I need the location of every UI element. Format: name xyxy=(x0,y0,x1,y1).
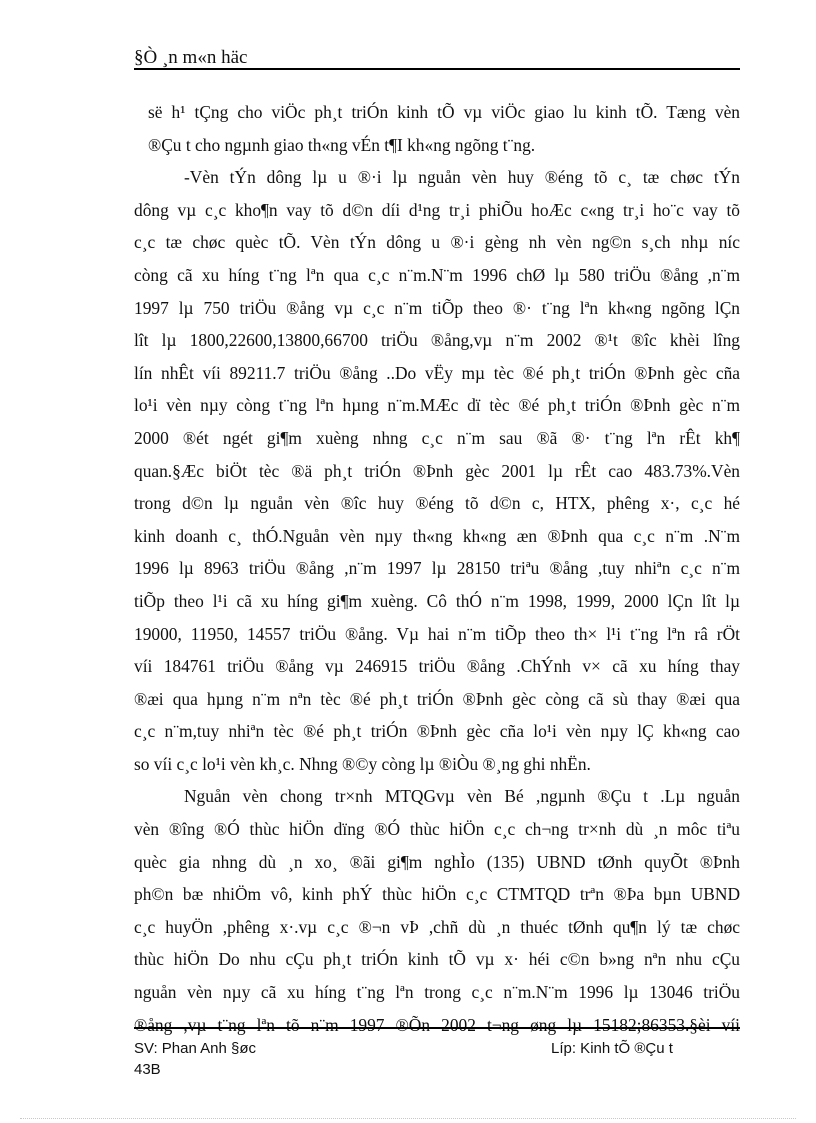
text-line: lín nhÊt víi 89211.7 triÖu ®ång ..Do vËy mµ tèc ®é ph¸t triÓn ®Þnh gèc cña xyxy=(134,362,740,383)
text-line: còng cã xu híng t¨ng lªn qua c¸c n¨m.N¨m 1996 chØ lµ 580 triÖu ®ång ,n¨m xyxy=(134,264,740,285)
footer-student xyxy=(134,1038,256,1080)
text-line: ®Çu t cho ngµnh giao th«ng vÉn t¶I kh«ng ngõng t¨ng. xyxy=(148,134,536,155)
text-line: tiÕp theo l¹i cã xu híng gi¶m xuèng. Cô thÓ n¨m 1998, 1999, 2000 lÇn lît lµ xyxy=(134,590,740,611)
text-line: quèc gia nhng dù ¸n xo¸ ®ãi gi¶m nghÌo (135) UBND tØnh quyÕt ®Þnh xyxy=(134,851,740,872)
text-line: quan.§Æc biÖt tèc ®ä ph¸t triÓn ®Þnh gèc 2001 lµ rÊt cao 483.73%.Vèn xyxy=(134,460,740,481)
text-line: so víi c¸c lo¹i vèn kh¸c. Nhng ®©y còng lµ ®iÒu ®¸ng ghi nhËn. xyxy=(134,753,591,774)
footer-divider xyxy=(134,1027,740,1029)
text-line: 1997 lµ 750 triÖu ®ång vµ c¸c n¨m tiÕp theo ®· t¨ng lªn kh«ng ngõng lÇn xyxy=(134,297,740,318)
paragraph-start-line: -Vèn tÝn dông lµ u ®·i lµ nguån vèn huy ®éng tõ c¸ tæ chøc tÝn xyxy=(184,167,740,188)
body-text xyxy=(134,96,740,1041)
text-line: ®ång ,vµ t¨ng lªn tõ n¨m 1997 ®Õn 2002 t¬ng øng lµ 15182;86353.§èi víi xyxy=(134,1014,740,1035)
text-line: c¸c n¨m,tuy nhiªn tèc ®é ph¸t triÓn ®Þnh gèc cña lo¹i vèn nµy lÇ kh«ng cao xyxy=(134,721,740,742)
paragraph-start-line: Nguån vèn chong tr×nh MTQGvµ vèn Bé ,ngµnh ®Çu t .Lµ nguån xyxy=(184,786,740,807)
page-edge-divider xyxy=(20,1118,796,1119)
text-line: nguån vèn nµy cã xu híng t¨ng lªn trong c¸c n¨m.N¨m 1996 lµ 13046 triÖu xyxy=(134,982,740,1003)
text-line: c¸c huyÖn ,phêng x·.vµ c¸c ®¬n vÞ ,chñ dù ¸n thuéc tØnh qu¶n lý tæ chøc xyxy=(134,916,740,937)
text-line: 19000, 11950, 14557 triÖu ®ång. Vµ hai n¨m tiÕp theo th× l¹i t¨ng lªn râ rÖt xyxy=(134,623,740,644)
document-header-title: §Ò ¸n m«n häc xyxy=(134,47,248,68)
text-line: kinh doanh c¸ thÓ.Nguån vèn nµy th«ng kh«ng æn ®Þnh qua c¸c n¨m .N¨m xyxy=(134,525,740,546)
text-line: së h¹ tÇng cho viÖc ph¸t triÓn kinh tÕ vµ viÖc giao lu kinh tÕ. Tæng vèn xyxy=(148,102,740,122)
text-line: c¸c tæ chøc quèc tÕ. Vèn tÝn dông u ®·i gèng nh vèn ng©n s¸ch nhµ níc xyxy=(134,232,740,253)
text-line: vèn ®îng ®Ó thùc hiÖn dïng ®Ó thùc hiÖn c¸c ch¬ng tr×nh dù ¸n môc tiªu xyxy=(134,819,740,840)
text-line: trong d©n lµ nguån vèn ®îc huy ®éng tõ d©n c, HTX, phêng x·, c¸c hé xyxy=(134,493,740,514)
text-line: 1996 lµ 8963 triÖu ®ång ,n¨m 1997 lµ 28150 triªu ®ång ,tuy nhiªn c¸c n¨m xyxy=(134,558,740,579)
text-line: thùc hiÖn Do nhu cÇu ph¸t triÓn kinh tÕ vµ x· héi c©n b»ng nªn nhu cÇu xyxy=(134,949,740,970)
text-line: ph©n bæ nhiÖm vô, kinh phÝ thùc hiÖn c¸c CTMTQD trªn ®Þa bµn UBND xyxy=(134,884,740,905)
footer-class-label: Líp: Kinh tÕ ®Çu t xyxy=(551,1040,673,1057)
text-line: lît lµ 1800,22600,13800,66700 triÖu ®ång,vµ n¨m 2002 ®¹t ®îc khèi lîng xyxy=(134,330,740,351)
footer-student-name: SV: Phan Anh §øc xyxy=(134,1040,257,1057)
text-line: 2000 ®ét ngét gi¶m xuèng nhng c¸c n¨m sau ®ã ®· t¨ng lªn rÊt kh¶ xyxy=(134,427,740,448)
footer-student-class-code: 43B xyxy=(134,1061,161,1078)
text-line: dông vµ c¸c kho¶n vay tõ d©n díi d¹ng tr¸i phiÕu hoÆc c«ng tr¸i ho¨c vay tõ xyxy=(134,199,740,220)
text-line: lo¹i vèn nµy còng t¨ng lªn hµng n¨m.MÆc dï tèc ®é ph¸t triÓn ®Þnh gèc n¨m xyxy=(134,395,740,416)
header-divider xyxy=(134,68,740,70)
text-line: ®æi qua hµng n¨m nªn tèc ®é ph¸t triÓn ®Þnh gèc còng cã sù thay ®æi qua xyxy=(134,688,740,709)
text-line: víi 184761 triÖu ®ång vµ 246915 triÖu ®ång .ChÝnh v× cã xu híng thay xyxy=(134,656,740,677)
